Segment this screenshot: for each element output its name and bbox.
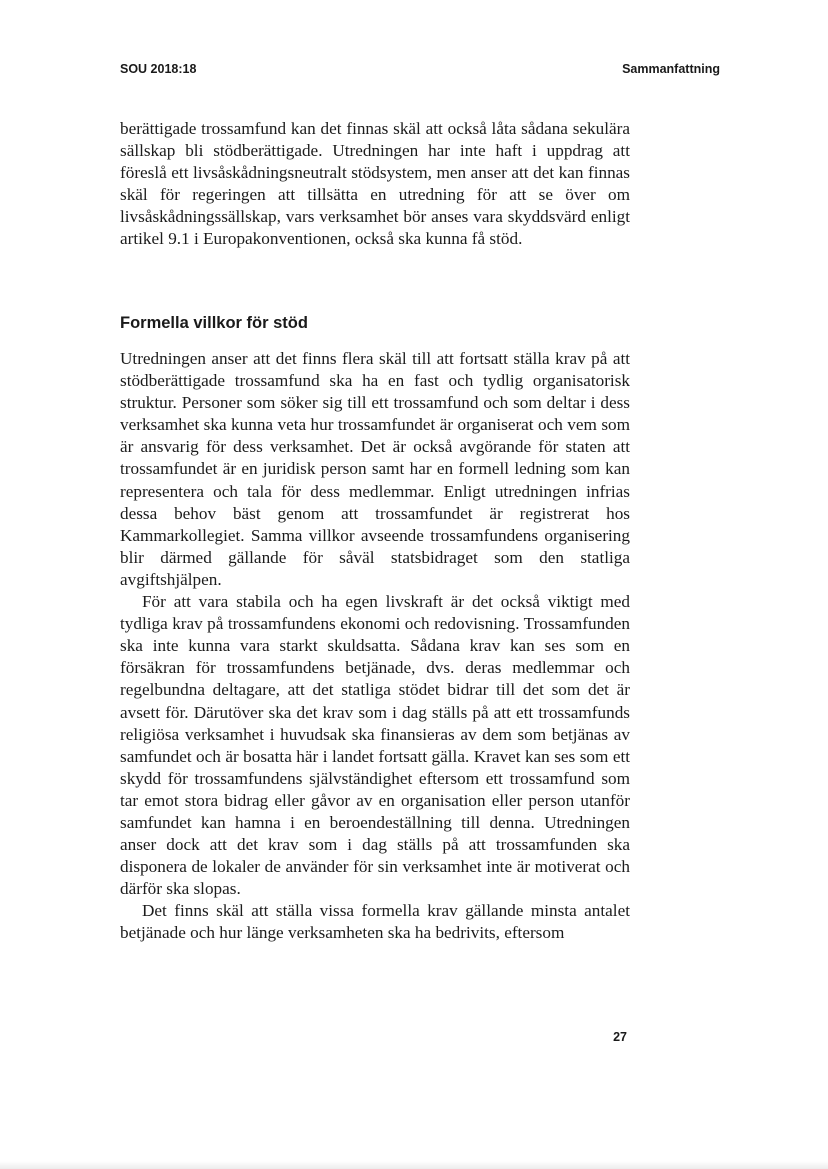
intro-paragraph: berättigade trossamfund kan det finnas skäl att också låta sådana sekulära sällskap bli stödberättigade. Utredningen har inte haft i uppdrag att föreslå ett livsåskådningsneutralt stödsystem, men anser att det kan finnas skäl för regeringen att tillsätta en utredning för att se över om livsåskådningssällskap, vars verksamhet bör anses vara skyddsvärd enligt artikel 9.1 i Europakonventionen, också ska kunna få stöd. [120,119,630,249]
page-number: 27 [613,1030,627,1044]
intro-text-block [120,118,630,251]
section-paragraph: För att vara stabila och ha egen livskraft är det också viktigt med tydliga krav på trossamfundens ekonomi och redovisning. Trossamfunden ska inte kunna vara starkt skuldsatta. Sådana krav kan ses som en försäkran för trossamfundens betjänade, dvs. deras medlemmar och regelbundna deltagare, att det statliga stödet bidrar till det som det är avsett för. Därutöver ska det krav som i dag ställs på att ett trossamfunds religiösa verksamhet i huvudsak ska finansieras av dem som betjänas av samfundet och är bosatta här i landet fortsatt gälla. Kravet kan ses som ett skydd för trossamfundens självständighet eftersom ett trossamfund som tar emot stora bidrag eller gåvor av en organisation eller person utanför samfundet kan hamna i en beroendeställning till denna. Utredningen anser dock att det krav som i dag ställs på att trossamfunden ska disponera de lokaler de använder för sin verksamhet inte är motiverat och därför ska slopas. [120,592,630,899]
header-report-id: SOU 2018:18 [120,62,197,76]
scan-edge-shadow [0,1161,828,1169]
section-heading: Formella villkor för stöd [120,314,308,332]
section-body [120,348,630,945]
running-header [120,62,720,80]
section-paragraph: Det finns skäl att ställa vissa formella krav gällande minsta antalet betjänade och hur länge verksamheten ska ha bedrivits, eftersom [120,901,630,943]
header-chapter-title: Sammanfattning [622,62,720,76]
section-paragraph: Utredningen anser att det finns flera skäl till att fortsatt ställa krav på att stödberättigade trossamfund ska ha en fast och tydlig organisatorisk struktur. Personer som söker sig till ett trossamfund och som deltar i dess verksamhet ska kunna veta hur trossamfundet är organiserat och vem som är ansvarig för dess verksamhet. Det är också avgörande för staten att trossamfundet är en juridisk person samt har en formell ledning som kan representera och tala för dess medlemmar. Enligt utredningen infrias dessa behov bäst genom att trossamfundet är registrerat hos Kammarkollegiet. Samma villkor avseende trossamfundens organisering blir därmed gällande för såväl statsbidraget som den statliga avgiftshjälpen. [120,349,630,589]
